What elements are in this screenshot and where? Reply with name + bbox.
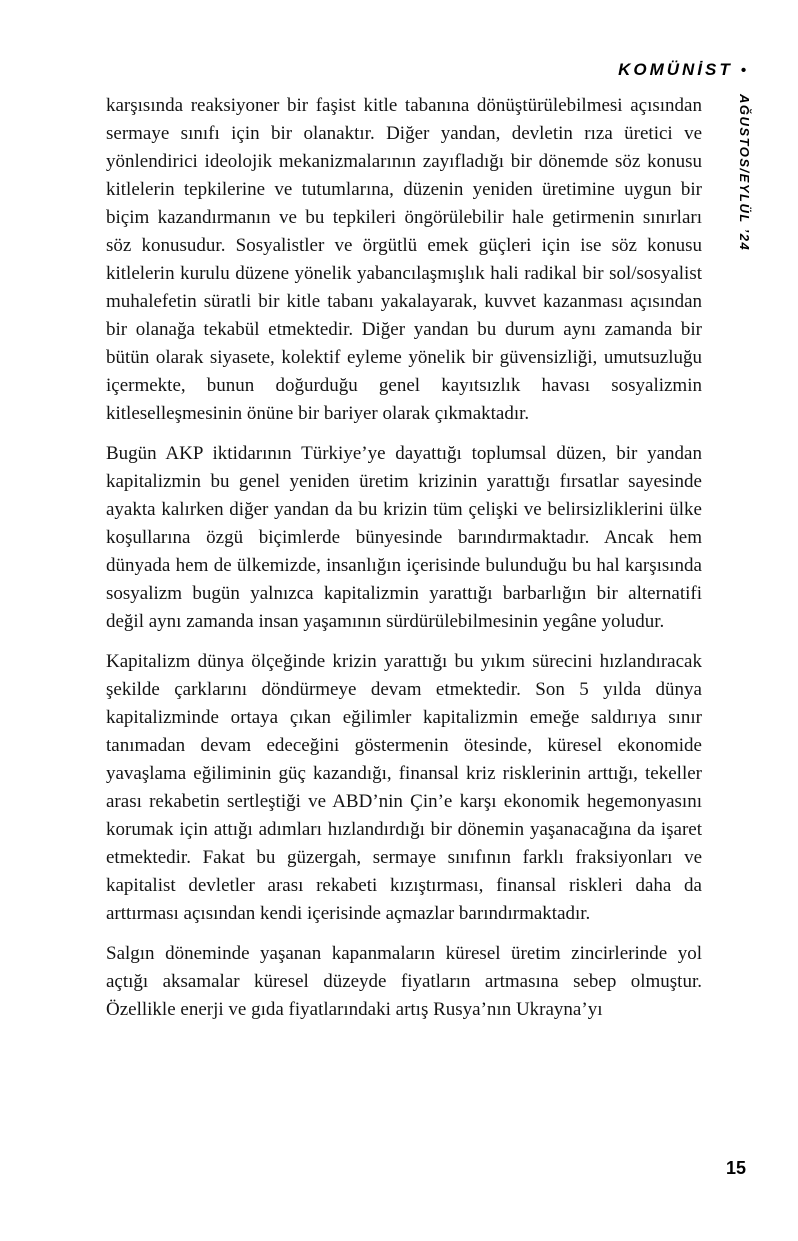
page-number: 15	[725, 1158, 746, 1178]
article-body	[106, 92, 702, 1036]
masthead-bullet-icon: •	[740, 62, 746, 79]
paragraph: Kapitalizm dünya ölçeğinde krizin yarattığı bu yıkım sürecini hızlandıracak şekilde çarklarını döndürmeye devam etmektedir. Son 5 yılda dünya kapitalizminde ortaya çıkan eğilimler kapitalizmin emeğe saldırıya sınır tanımadan devam edeceğini göstermenin ötesinde, küresel ekonomide yavaşlama eğiliminin güç kazandığı, finansal kriz risklerinin arttığı, tekeller arası rekabetin sertleştiği ve ABD’nin Çin’e karşı ekonomik hegemonyasını korumak için attığı adımları hızlandırdığı bir dönemin yaşanacağına da işaret etmektedir. Fakat bu güzergah, sermaye sınıfının farklı fraksiyonları ve kapitalist devletler arası rekabeti kızıştırması, finansal riskleri daha da arttırması açısından kendi içerisinde açmazlar barındırmaktadır.	[106, 651, 702, 924]
paragraph: karşısında reaksiyoner bir faşist kitle tabanına dönüştürülebilmesi açısından sermaye sınıfı için bir olanaktır. Diğer yandan, devletin rıza üretici ve yönlendirici ideolojik mekanizmalarının zayıfladığı bir dönemde söz konusu kitlelerin tepkilerine ve tutumlarına, düzenin yeniden üretimine uygun bir biçim kazandırmanın ve bu tepkileri öngörülebilir hale getirmenin sınırları söz konusudur. Sosyalistler ve örgütlü emek güçleri için ise söz konusu kitlelerin kurulu düzene yönelik yabancılaşmışlık hali radikal bir sol/sosyalist muhalefetin süratli bir kitle tabanı yakalayarak, kuvvet kazanması açısından bir olanağa tekabül etmektedir. Diğer yandan bu durum aynı zamanda bir bütün olarak siyasete, kolektif eyleme yönelik bir güvensizliği, umutsuzluğu içermekte, bunun doğurduğu genel kayıtsızlık havası sosyalizmin kitleselleşmesinin önüne bir bariyer olarak çıkmaktadır.	[106, 95, 702, 424]
issue-date: AĞUSTOS/EYLÜL ’24	[737, 94, 752, 252]
paragraph: Bugün AKP iktidarının Türkiye’ye dayattığı toplumsal düzen, bir yandan kapitalizmin bu genel yeniden üretim krizinin yarattığı fırsatlar sayesinde ayakta kalırken diğer yandan da bu krizin tüm çelişki ve belirsizliklerini ülke koşullarına özgü biçimlerde bünyesinde barındırmaktadır. Ancak hem dünyada hem de ülkemizde, insanlığın içerisinde bulunduğu bu hal karşısında sosyalizm bugün yalnızca kapitalizmin yarattığı barbarlığın bir alternatifi değil aynı zamanda insan yaşamının sürdürülebilmesinin yegâne yoludur.	[106, 443, 702, 632]
paragraph: Salgın döneminde yaşanan kapanmaların küresel üretim zincirlerinde yol açtığı aksamalar küresel düzeyde fiyatların artmasına sebep olmuştur. Özellikle enerji ve gıda fiyatlarındaki artış Rusya’nın Ukrayna’yı	[106, 943, 702, 1020]
masthead	[618, 60, 746, 80]
masthead-title: KOMÜNİST	[618, 60, 733, 79]
